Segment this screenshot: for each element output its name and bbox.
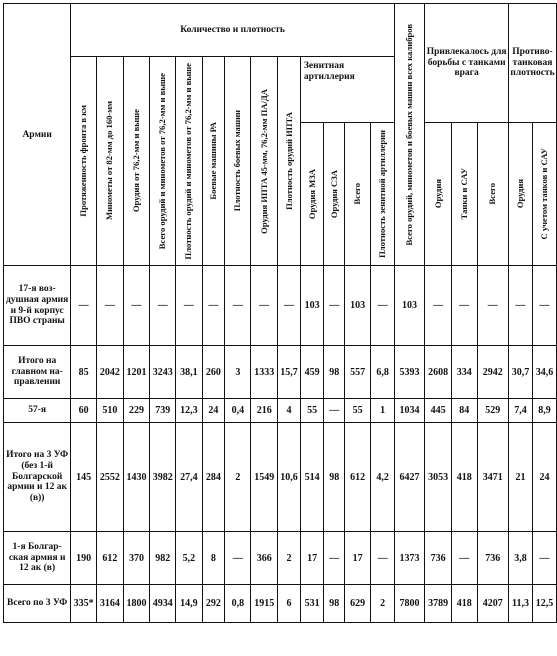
table-cell: — — [123, 266, 150, 346]
col-dens-guns: Орудия — [509, 123, 533, 266]
table-cell: 629 — [344, 585, 370, 623]
table-cell: 1915 — [251, 585, 278, 623]
table-cell: 3164 — [97, 585, 124, 623]
table-cell: — — [532, 266, 556, 346]
table-cell: 229 — [123, 399, 150, 423]
table-cell: 3243 — [150, 346, 176, 399]
table-row — [4, 266, 557, 346]
table-cell: 103 — [300, 266, 324, 346]
table-row — [4, 346, 557, 399]
group-density-header: Противо-танковая плотность — [509, 4, 557, 123]
table-cell: 21 — [509, 423, 533, 532]
col-front: Протяженность фронта в км — [71, 57, 97, 266]
table-cell: — — [71, 266, 97, 346]
col-at-guns: Орудия — [425, 123, 452, 266]
corner-header: Армии — [4, 4, 71, 266]
row-label: Итого на 3 УФ (без 1-й Болгарской армии и 12 ак (в)) — [4, 423, 71, 532]
col-all-calibers: Всего орудий, минометов и боевых машин всех калибров — [394, 4, 424, 266]
col-rs: Боевые машины РА — [202, 57, 225, 266]
table-cell: 98 — [324, 585, 344, 623]
table-cell: 6,8 — [371, 346, 394, 399]
table-cell: 2552 — [97, 423, 124, 532]
table-cell: 14,9 — [176, 585, 203, 623]
group-aa-header: Зенитная артиллерия — [300, 57, 394, 123]
table-cell: 15,7 — [278, 346, 301, 399]
table-cell: 60 — [71, 399, 97, 423]
col-guns: Орудия от 76,2-мм и выше — [123, 57, 150, 266]
col-density-guns: Плотность орудий и минометов от 76,2-мм и выше — [176, 57, 203, 266]
col-density-ipta: Плотность орудий ИПТА — [278, 57, 301, 266]
table-cell: 531 — [300, 585, 324, 623]
table-cell: 4207 — [477, 585, 509, 623]
row-label: Всего по 3 УФ — [4, 585, 71, 623]
group-anti-tank-header: Привлекалось для борьбы с танками врага — [425, 4, 509, 123]
table-cell: 0,8 — [225, 585, 251, 623]
table-cell: — — [150, 266, 176, 346]
table-cell: 736 — [425, 532, 452, 585]
table-cell: 84 — [451, 399, 477, 423]
col-ipta: Орудия ИПТА 45-мм, 76,2-мм ПА/ДА — [251, 57, 278, 266]
row-label: Итого на главном на-правлении — [4, 346, 71, 399]
table-body — [4, 266, 557, 623]
table-cell: — — [97, 266, 124, 346]
table-cell: 5,2 — [176, 532, 203, 585]
table-cell: 24 — [202, 399, 225, 423]
table-cell: 103 — [394, 266, 424, 346]
table-cell: 216 — [251, 399, 278, 423]
table-cell: 3 — [225, 346, 251, 399]
table-cell: 284 — [202, 423, 225, 532]
table-cell: 6427 — [394, 423, 424, 532]
table-cell: 260 — [202, 346, 225, 399]
table-cell: — — [371, 532, 394, 585]
table-cell: — — [532, 532, 556, 585]
table-cell: 17 — [344, 532, 370, 585]
col-aa-total: Всего — [344, 123, 370, 266]
table-cell: 2 — [371, 585, 394, 623]
table-cell: — — [451, 532, 477, 585]
table-cell: 2 — [225, 423, 251, 532]
table-row — [4, 399, 557, 423]
table-cell: 55 — [300, 399, 324, 423]
table-cell: 418 — [451, 423, 477, 532]
table-cell: — — [324, 532, 344, 585]
table-cell: 1800 — [123, 585, 150, 623]
table-cell: 418 — [451, 585, 477, 623]
table-cell: 5393 — [394, 346, 424, 399]
table-cell: 85 — [71, 346, 97, 399]
table-cell: 6 — [278, 585, 301, 623]
table-cell: 366 — [251, 532, 278, 585]
table-cell: 12,5 — [532, 585, 556, 623]
table-cell: 334 — [451, 346, 477, 399]
table-cell: — — [278, 266, 301, 346]
table-cell: 982 — [150, 532, 176, 585]
table-row — [4, 423, 557, 532]
table-cell: 2 — [278, 532, 301, 585]
table-cell: — — [509, 266, 533, 346]
table-cell: 103 — [344, 266, 370, 346]
table-cell: 4,2 — [371, 423, 394, 532]
table-cell: 3053 — [425, 423, 452, 532]
table-cell: 0,4 — [225, 399, 251, 423]
table-cell: 3471 — [477, 423, 509, 532]
table-cell: 445 — [425, 399, 452, 423]
table-cell: — — [451, 266, 477, 346]
table-cell: 11,3 — [509, 585, 533, 623]
col-aa-density: Плотность зенитной артиллерии — [371, 123, 394, 266]
table-cell: — — [477, 266, 509, 346]
row-label: 1-я Болгар-ская армия и 12 ак (в) — [4, 532, 71, 585]
group-quantity-header: Количество и плотность — [71, 4, 394, 57]
table-cell: 4 — [278, 399, 301, 423]
table-cell: 7,4 — [509, 399, 533, 423]
col-mortars: Минометы от 82-мм до 160-мм — [97, 57, 124, 266]
col-at-total: Всего — [477, 123, 509, 266]
row-label: 17-я воз-душная армия и 9-й корпус ПВО страны — [4, 266, 71, 346]
table-cell: — — [425, 266, 452, 346]
table-cell: 739 — [150, 399, 176, 423]
table-cell: 514 — [300, 423, 324, 532]
table-cell: 98 — [324, 423, 344, 532]
table-cell: 1549 — [251, 423, 278, 532]
table-cell: 3982 — [150, 423, 176, 532]
table-cell: 2942 — [477, 346, 509, 399]
table-cell: 190 — [71, 532, 97, 585]
table-cell: 145 — [71, 423, 97, 532]
table-cell: — — [202, 266, 225, 346]
row-label: 57-я — [4, 399, 71, 423]
table-cell: 7800 — [394, 585, 424, 623]
table-cell: — — [176, 266, 203, 346]
table-cell: — — [225, 266, 251, 346]
artillery-table — [3, 3, 557, 623]
table-cell: 736 — [477, 532, 509, 585]
table-cell: 55 — [344, 399, 370, 423]
table-cell: 612 — [344, 423, 370, 532]
table-cell: 4934 — [150, 585, 176, 623]
table-cell: 335* — [71, 585, 97, 623]
col-all-guns: Всего орудий и минометов от 76,2-мм и выше — [150, 57, 176, 266]
table-cell: 3789 — [425, 585, 452, 623]
col-mza: Орудия МЗА — [300, 123, 324, 266]
table-cell: 12,3 — [176, 399, 203, 423]
table-cell: 98 — [324, 346, 344, 399]
table-cell: 10,6 — [278, 423, 301, 532]
table-cell: 8 — [202, 532, 225, 585]
table-cell: 34,6 — [532, 346, 556, 399]
table-cell: — — [225, 532, 251, 585]
table-cell: 459 — [300, 346, 324, 399]
table-cell: 1333 — [251, 346, 278, 399]
table-cell: 2608 — [425, 346, 452, 399]
table-cell: 557 — [344, 346, 370, 399]
table-cell: 1 — [371, 399, 394, 423]
table-cell: 1373 — [394, 532, 424, 585]
table-cell: 1430 — [123, 423, 150, 532]
table-cell: 2042 — [97, 346, 124, 399]
table-cell: 292 — [202, 585, 225, 623]
table-cell: 30,7 — [509, 346, 533, 399]
table-cell: 24 — [532, 423, 556, 532]
table-cell: 510 — [97, 399, 124, 423]
table-cell: 38,1 — [176, 346, 203, 399]
table-cell: — — [324, 399, 344, 423]
table-cell: — — [251, 266, 278, 346]
table-row — [4, 585, 557, 623]
table-cell: 1034 — [394, 399, 424, 423]
table-cell: 17 — [300, 532, 324, 585]
table-cell: — — [371, 266, 394, 346]
table-cell: 8,9 — [532, 399, 556, 423]
col-dens-tanks: С учетом танков и САУ — [532, 123, 556, 266]
col-sza: Орудия СЗА — [324, 123, 344, 266]
table-cell: 27,4 — [176, 423, 203, 532]
col-density-rs: Плотность боевых машин — [225, 57, 251, 266]
table-cell: 529 — [477, 399, 509, 423]
table-row — [4, 532, 557, 585]
table-cell: 1201 — [123, 346, 150, 399]
table-cell: — — [324, 266, 344, 346]
col-at-tanks: Танки и САУ — [451, 123, 477, 266]
table-cell: 612 — [97, 532, 124, 585]
table-cell: 3,8 — [509, 532, 533, 585]
table-cell: 370 — [123, 532, 150, 585]
